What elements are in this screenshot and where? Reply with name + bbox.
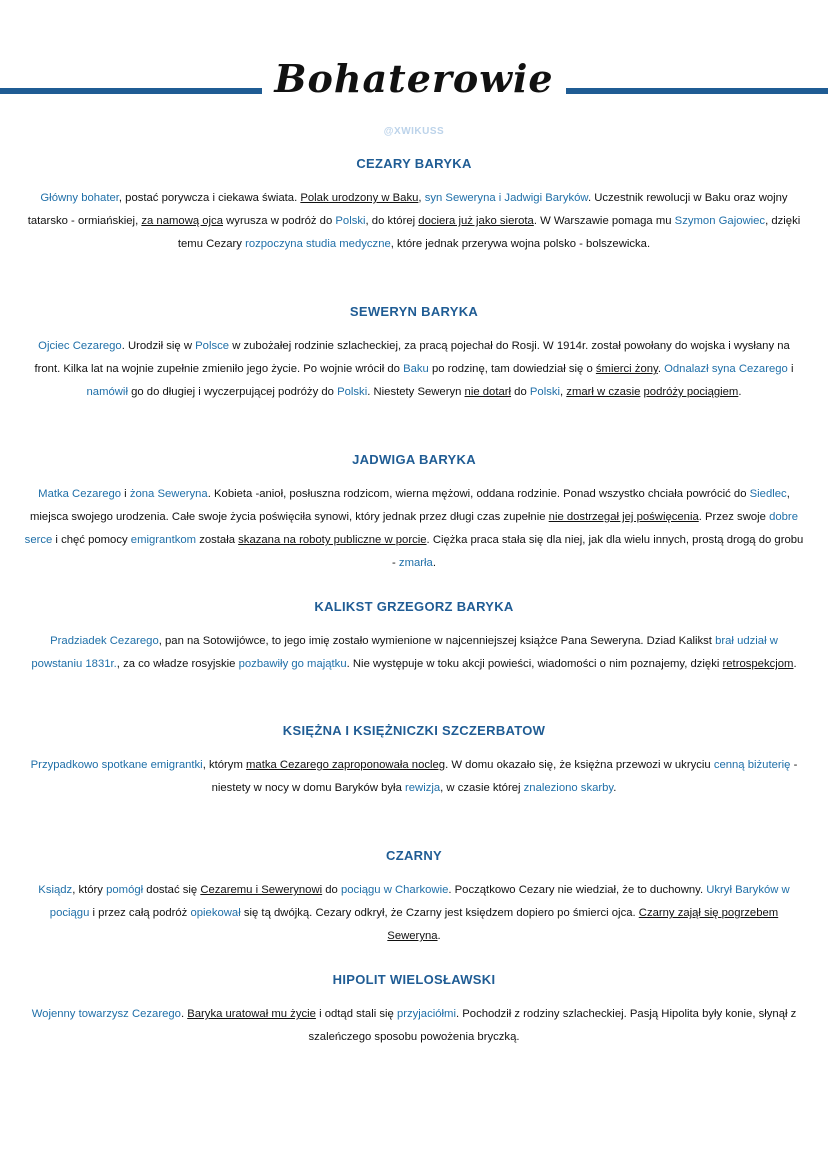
text-run: , miejsca swojego urodzenia. Całe swoje życia poświęciła synowi, który jednak przez długi czas zupełnie xyxy=(30,488,790,523)
highlighted-text: Polski xyxy=(335,215,366,227)
text-run: , do której xyxy=(365,215,419,227)
page-title: Bohaterowie xyxy=(0,56,828,101)
highlighted-text: Polski xyxy=(529,386,561,398)
highlighted-text: Odnalazł syna Cezarego xyxy=(664,363,788,375)
text-run: . Pochodził z rodziny szlacheckiej. Pasją Hipolita były konie, słynął z szaleńczego sposobu powożenia bryczką. xyxy=(308,1008,797,1043)
text-run: , w czasie której xyxy=(440,782,524,794)
highlighted-text: rozpoczyna studia medyczne xyxy=(245,238,391,250)
text-run: się tą dwójką. Cezary odkrył, że Czarny jest księdzem dopiero po śmierci ojca. xyxy=(240,907,639,919)
underlined-text: matka Cezarego zaproponowała nocleg xyxy=(246,759,446,771)
text-run: . Przez swoje xyxy=(698,511,770,523)
highlighted-text: brał udział w powstaniu 1831r. xyxy=(31,635,778,670)
underlined-text: retrospekcjom xyxy=(722,658,794,670)
text-run: go do długiej i wyczerpującej podróży do xyxy=(127,386,338,398)
section-cezary xyxy=(24,156,804,256)
underlined-text: skazana na roboty publiczne w porcie xyxy=(238,534,427,546)
underlined-text: za namową ojca xyxy=(141,215,223,227)
text-run: . Kobieta -anioł, posłuszna rodzicom, wierna mężowi, oddana rodzinie. Ponad wszystko chciała powrócić do xyxy=(207,488,750,500)
text-run: , który xyxy=(72,884,107,896)
highlighted-text: Ksiądz xyxy=(38,884,73,896)
text-run: dostać się xyxy=(143,884,201,896)
text-run: . xyxy=(793,658,797,670)
highlighted-text: Główny bohater xyxy=(40,192,119,204)
text-run: . xyxy=(657,363,665,375)
highlighted-text: pozbawiły go majątku xyxy=(238,658,347,670)
highlighted-text: cenną biżuterię xyxy=(713,759,791,771)
highlighted-text: syn Seweryna i Jadwigi Baryków xyxy=(424,192,588,204)
text-run: . W Warszawie pomaga mu xyxy=(533,215,675,227)
section-heading: SEWERYN BARYKA xyxy=(349,304,479,319)
highlighted-text: opiekował xyxy=(190,907,241,919)
section-heading: KSIĘŻNA I KSIĘŻNICZKI SZCZERBATOW xyxy=(282,723,546,738)
highlighted-text: przyjaciółmi xyxy=(396,1008,456,1020)
highlighted-text: Baku xyxy=(403,363,429,375)
underlined-text: nie dotarł xyxy=(464,386,512,398)
highlighted-text: znaleziono skarby xyxy=(523,782,614,794)
highlighted-text: Polski xyxy=(337,386,368,398)
section-seweryn xyxy=(24,304,804,404)
section-text xyxy=(24,1003,804,1049)
highlighted-text: Ojciec Cezarego xyxy=(38,340,122,352)
text-run: , za co władze rosyjskie xyxy=(116,658,239,670)
underlined-text: Baryka uratował mu życie xyxy=(187,1008,316,1020)
section-czarny xyxy=(24,848,804,948)
text-run: . Ciężka praca stała się dla niej, jak dla wielu innych, prostą drogą do grobu - xyxy=(392,534,804,569)
section-ksiezna xyxy=(24,723,804,800)
watermark: @XWIKUSS xyxy=(383,126,445,137)
section-text xyxy=(24,754,804,800)
text-run: . Uczestnik rewolucji w Baku oraz wojny tatarsko - ormiańskiej, xyxy=(27,192,788,227)
text-run: do xyxy=(322,884,341,896)
highlighted-text: Pradziadek Cezarego xyxy=(50,635,159,647)
highlighted-text: pomógł xyxy=(106,884,144,896)
text-run: została xyxy=(196,534,239,546)
highlighted-text: Wojenny towarzysz Cezarego xyxy=(31,1008,181,1020)
text-run: . Urodził się w xyxy=(121,340,196,352)
text-run: i odtąd stali się xyxy=(315,1008,397,1020)
underlined-text: śmierci żony xyxy=(595,363,658,375)
highlighted-text: Polsce xyxy=(195,340,230,352)
section-jadwiga xyxy=(24,452,804,575)
section-heading: JADWIGA BARYKA xyxy=(352,452,476,467)
section-text xyxy=(24,483,804,575)
text-run: do xyxy=(511,386,530,398)
text-run: , którym xyxy=(202,759,247,771)
highlighted-text: emigrantkom xyxy=(130,534,197,546)
section-heading: HIPOLIT WIELOSŁAWSKI xyxy=(332,972,496,987)
text-run: , dzięki temu Cezary xyxy=(177,215,801,250)
text-run: . xyxy=(437,930,441,942)
text-run: i przez całą podróż xyxy=(89,907,191,919)
text-run: . Niestety Seweryn xyxy=(367,386,465,398)
highlighted-text: Matka Cezarego xyxy=(38,488,122,500)
highlighted-text: Ukrył Baryków w pociągu xyxy=(49,884,790,919)
text-run: . xyxy=(613,782,617,794)
text-run: wyrusza w podróż do xyxy=(223,215,336,227)
text-run: , xyxy=(560,386,567,398)
text-run: . xyxy=(432,557,436,569)
underlined-text: Czarny zajął się pogrzebem Seweryna xyxy=(387,907,779,942)
underlined-text: podróży pociągiem xyxy=(643,386,739,398)
highlighted-text: pociągu w Charkowie xyxy=(340,884,449,896)
highlighted-text: namówił xyxy=(86,386,128,398)
highlighted-text: Szymon Gajowiec xyxy=(674,215,766,227)
text-run: , xyxy=(418,192,425,204)
section-text xyxy=(24,187,804,256)
text-run: po rodzinę, tam dowiedział się o xyxy=(428,363,596,375)
underlined-text: Polak urodzony w Baku xyxy=(300,192,419,204)
section-heading: CZARNY xyxy=(386,848,442,863)
text-run: - niestety w nocy w domu Baryków była xyxy=(211,759,798,794)
section-heading: KALIKST GRZEGORZ BARYKA xyxy=(314,599,514,614)
text-run: . Nie występuje w toku akcji powieści, wiadomości o nim poznajemy, dzięki xyxy=(346,658,723,670)
underlined-text: Cezaremu i Sewerynowi xyxy=(200,884,323,896)
text-run: i xyxy=(121,488,130,500)
section-text xyxy=(24,879,804,948)
section-text xyxy=(24,630,804,676)
text-run: i chęć pomocy xyxy=(52,534,131,546)
text-run: , pan na Sotowijówce, to jego imię zostało wymienione w najcenniejszej książce Pana Seweryna. Dziad Kalikst xyxy=(158,635,716,647)
text-run: . Początkowo Cezary nie wiedział, że to duchowny. xyxy=(448,884,707,896)
highlighted-text: rewizja xyxy=(405,782,441,794)
section-hipolit xyxy=(24,972,804,1049)
text-run: w zubożałej rodzinie szlacheckiej, za pracą pojechał do Rosji. W 1914r. został powołany do wojska i wysłany na front. Kilka lat na wojnie zupełnie zmieniło jego życie. Po wojnie wrócił do xyxy=(34,340,790,375)
text-run: , które jednak przerywa wojna polsko - bolszewicka. xyxy=(390,238,651,250)
highlighted-text: dobre serce xyxy=(24,511,798,546)
underlined-text: zmarł w czasie xyxy=(566,386,641,398)
section-kalikst xyxy=(24,599,804,676)
underlined-text: dociera już jako sierota xyxy=(418,215,534,227)
section-text xyxy=(24,335,804,404)
underlined-text: nie dostrzegał jej poświęcenia xyxy=(548,511,699,523)
text-run: , postać porywcza i ciekawa świata. xyxy=(118,192,301,204)
text-run: . W domu okazało się, że księżna przewozi w ukryciu xyxy=(445,759,714,771)
section-heading: CEZARY BARYKA xyxy=(356,156,472,171)
highlighted-text: Przypadkowo spotkane emigrantki xyxy=(30,759,203,771)
text-run: . xyxy=(738,386,742,398)
highlighted-text: zmarła xyxy=(398,557,433,569)
highlighted-text: Siedlec xyxy=(749,488,787,500)
text-run: i xyxy=(787,363,794,375)
highlighted-text: żona Seweryna xyxy=(129,488,208,500)
text-run: . xyxy=(180,1008,188,1020)
